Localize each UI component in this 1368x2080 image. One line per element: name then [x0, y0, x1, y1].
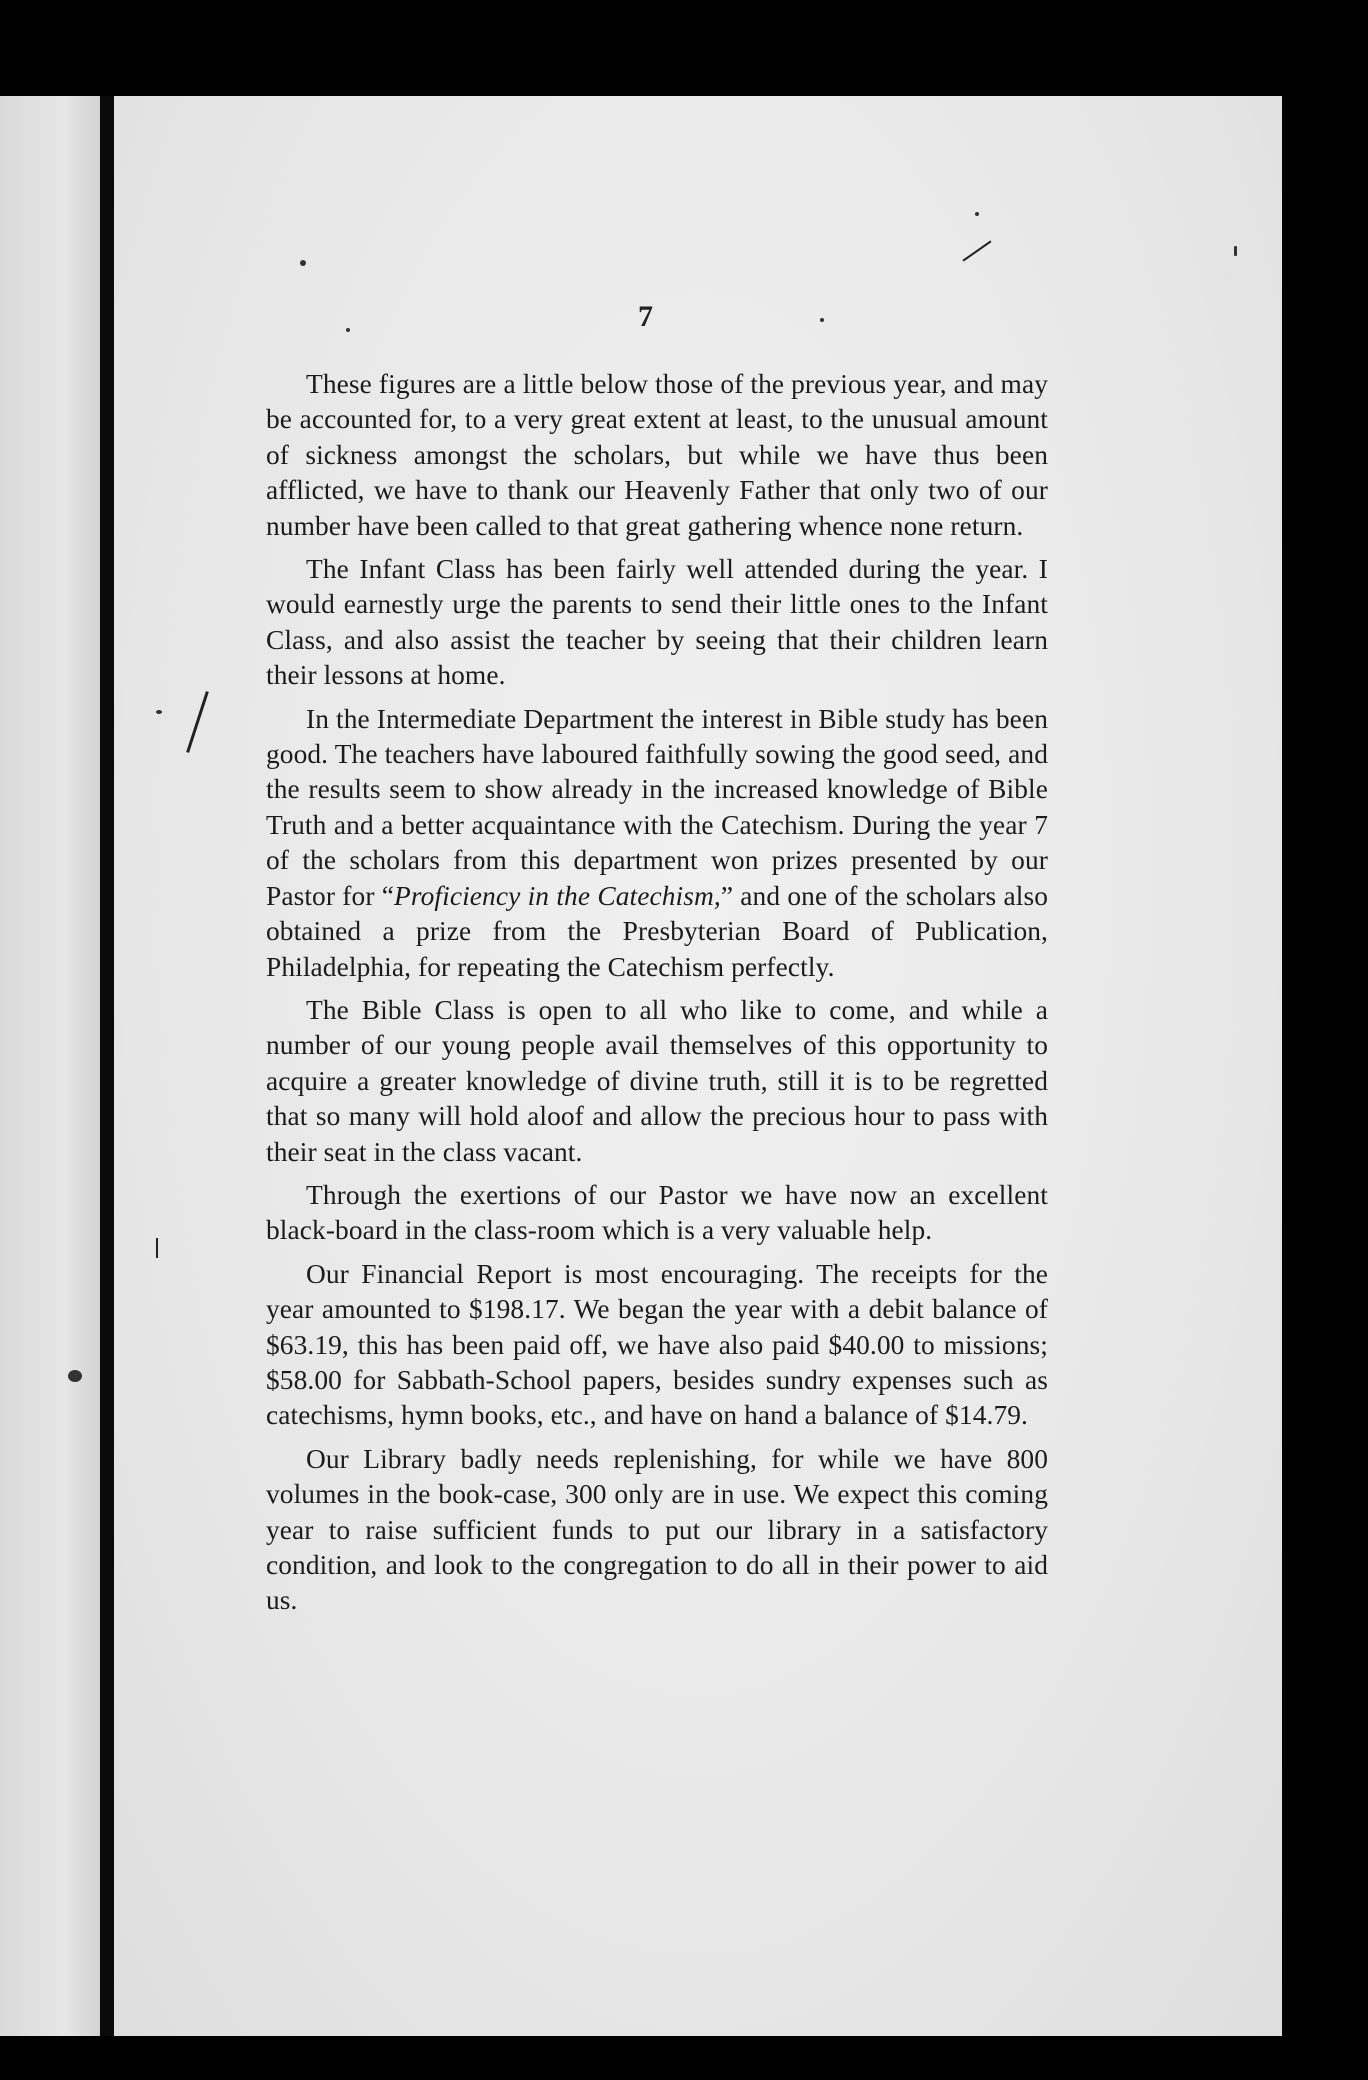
intermediate-text-before: In the Intermediate Department the interest in Bible study has been good. The teachers have laboured faithfully sowing the good seed, and the results seem to show already in the increased knowledge of Bible Truth and a better acquaintance with the Catechism. During the year 7 of the scholars from this department won prizes presented by our Pastor for “ [266, 703, 1048, 911]
intermediate-text-after: ” and one of the scholars also obtained a prize from the Presbyterian Board of Publication, Philadelphia, for repeating the Catechism perfectly. [266, 880, 1049, 982]
intermediate-italic-title: Proficiency in the Catechism, [394, 880, 721, 911]
paragraph-infant-class: The Infant Class has been fairly well attended during the year. I would earnestly urge the parents to send their little ones to the Infant Class, and also assist the teacher by seeing that their children learn their lessons at home. [266, 554, 1048, 691]
paragraph-intermediate-department [266, 702, 1048, 985]
paragraph-black-board: Through the exertions of our Pastor we have now an excellent black-board in the class-room which is a very valuable help. [266, 1179, 1048, 1246]
scan-speck [975, 212, 979, 216]
body-text [266, 367, 1048, 1619]
scan-speck [1234, 246, 1237, 256]
scan-mark [156, 1238, 158, 1258]
scan-speck [346, 328, 350, 332]
paragraph-bible-class: The Bible Class is open to all who like to come, and while a number of our young people avail themselves of this opportunity to acquire a greater knowledge of divine truth, still it is to be regretted that so many will hold aloof and allow the precious hour to pass with their seat in the class vacant. [266, 994, 1048, 1167]
facing-page-edge [0, 96, 106, 2036]
page-number: 7 [638, 300, 653, 333]
paragraph-attendance: These figures are a little below those of the previous year, and may be accounted for, to a very great extent at least, to the unusual amount of sickness amongst the scholars, but while we have thus been afflicted, we have to thank our Heavenly Father that only two of our number have been called to that great gathering whence none return. [266, 369, 1048, 541]
paragraph-library: Our Library badly needs replenishing, for while we have 800 volumes in the book-case, 300 only are in use. We expect this coming year to raise sufficient funds to put our library in a satisfactory condition, and look to the congregation to do all in their power to aid us. [266, 1443, 1048, 1616]
paragraph-financial-report: Our Financial Report is most encouraging. The receipts for the year amounted to $198.17. We began the year with a debit balance of $63.19, this has been paid off, we have also paid $40.00 to missions; $58.00 for Sabbath-School papers, besides sundry expenses such as catechisms, hymn books, etc., and have on hand a balance of $14.79. [266, 1258, 1048, 1431]
scan-speck [300, 260, 306, 266]
scan-speck [820, 318, 824, 322]
scan-speck [156, 710, 162, 714]
book-gutter [100, 96, 114, 2036]
scan-speck [68, 1370, 82, 1382]
